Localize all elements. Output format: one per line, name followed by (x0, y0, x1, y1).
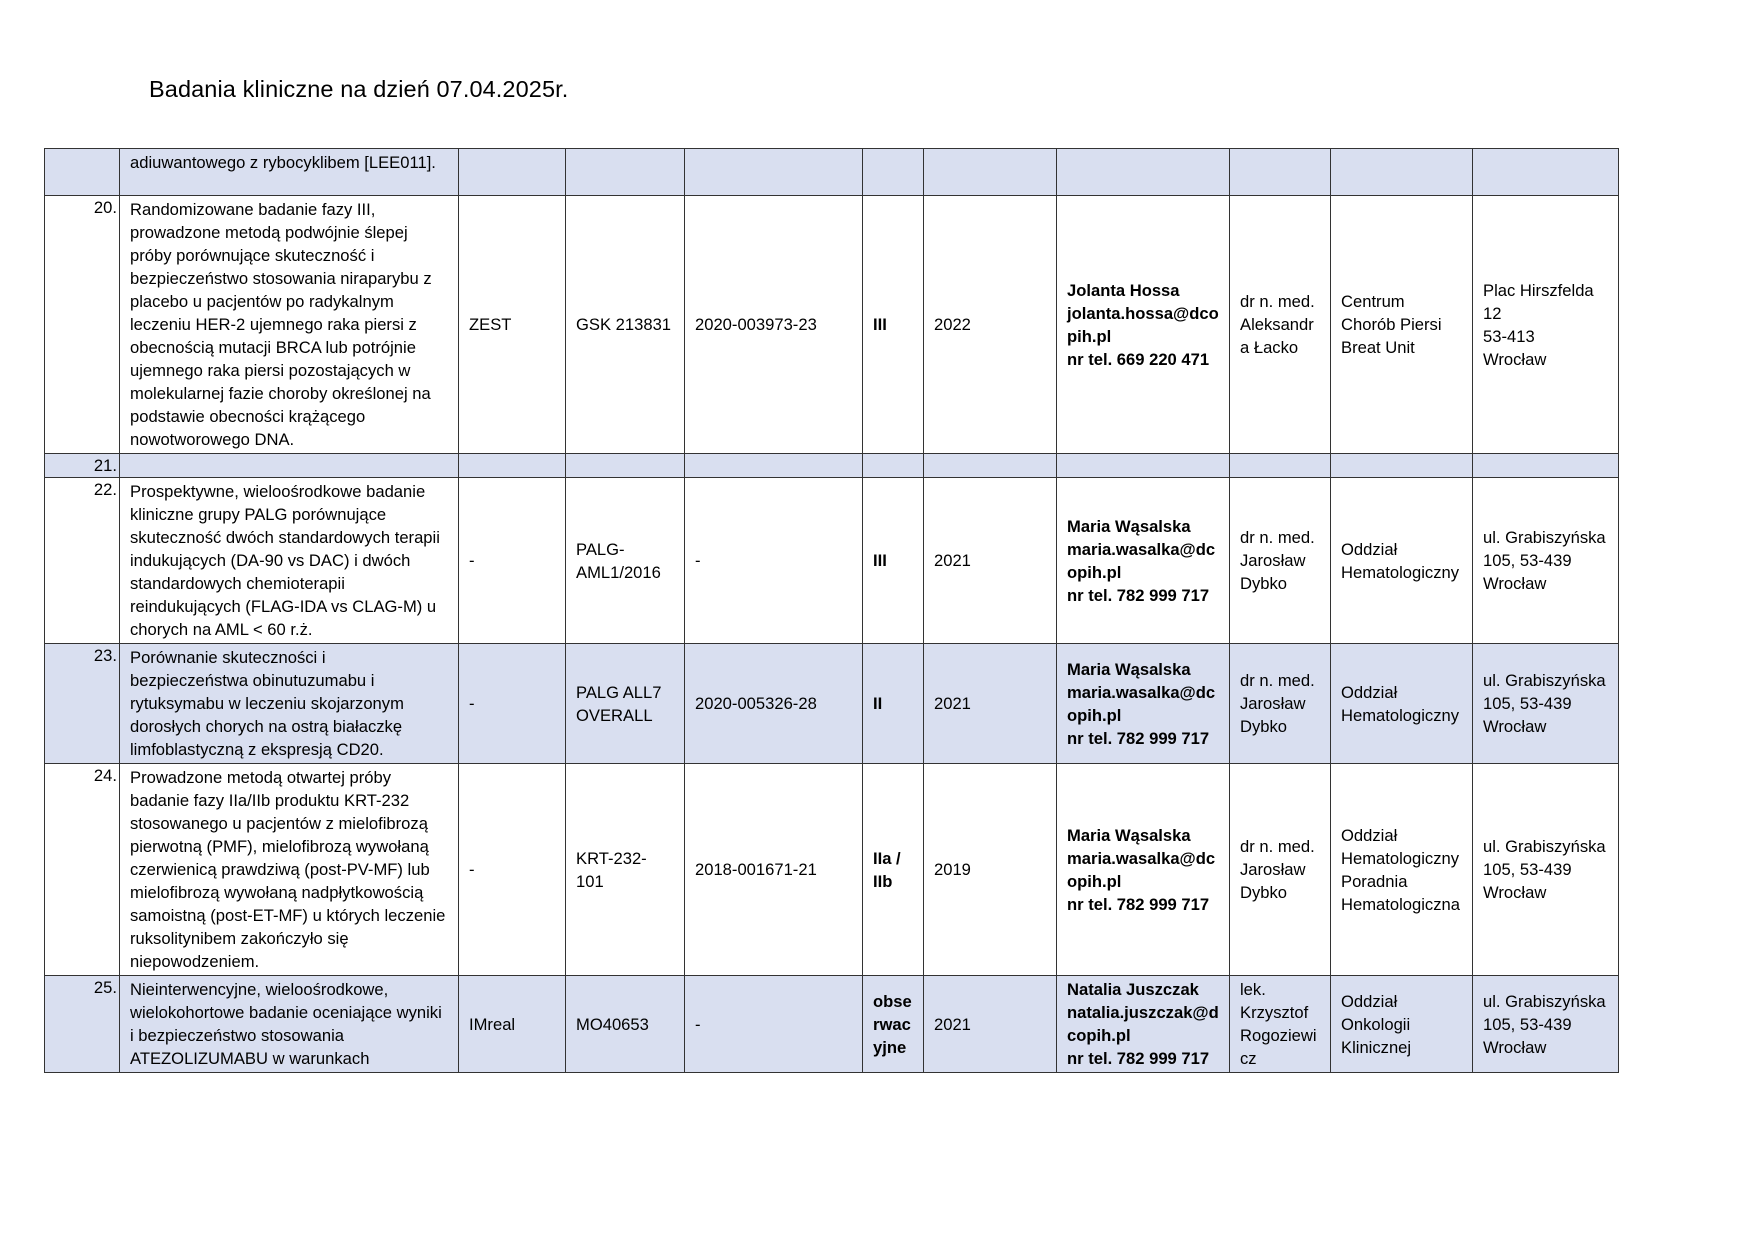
address: ul. Grabiszyńska 105, 53-439 Wrocław (1473, 764, 1619, 976)
contact-email: natalia.juszczak@dcopih.pl (1067, 1003, 1219, 1045)
protocol-number: PALG ALL7 OVERALL (566, 644, 685, 764)
study-title: Nieinterwencyjne, wieloośrodkowe, wielokohortowe badanie oceniające wyniki i bezpieczeństwo stosowania ATEZOLIZUMABU w warunkach (120, 976, 459, 1073)
contact-name: Maria Wąsalska (1067, 516, 1191, 536)
study-phase: obserwacyjne (863, 976, 924, 1073)
principal-investigator: dr n. med. Jarosław Dybko (1230, 764, 1331, 976)
protocol-number: MO40653 (566, 976, 685, 1073)
study-acronym: - (459, 764, 566, 976)
hospital-unit: Oddział Onkologii Klinicznej (1331, 976, 1473, 1073)
row-number: 24. (45, 764, 120, 976)
study-phase (863, 454, 924, 478)
study-acronym: - (459, 478, 566, 644)
study-phase: III (863, 196, 924, 454)
start-year: 2022 (924, 196, 1057, 454)
eudract-number: 2018-001671-21 (685, 764, 863, 976)
row-number: 25. (45, 976, 120, 1073)
contact-phone: nr tel. 782 999 717 (1067, 728, 1210, 748)
study-phase: II (863, 644, 924, 764)
principal-investigator: dr n. med. Aleksandra Łacko (1230, 196, 1331, 454)
row-number: 20. (45, 196, 120, 454)
start-year: 2021 (924, 644, 1057, 764)
table-row (45, 454, 1619, 478)
table-row (45, 764, 1619, 976)
study-phase: III (863, 478, 924, 644)
start-year: 2021 (924, 976, 1057, 1073)
row-number (45, 149, 120, 196)
start-year (924, 454, 1057, 478)
contact-name: Jolanta Hossa (1067, 280, 1180, 300)
address: ul. Grabiszyńska 105, 53-439 Wrocław (1473, 478, 1619, 644)
hospital-unit: Oddział Hematologiczny (1331, 644, 1473, 764)
row-number: 23. (45, 644, 120, 764)
table-row (45, 149, 1619, 196)
principal-investigator: dr n. med. Jarosław Dybko (1230, 644, 1331, 764)
contact-email: maria.wasalka@dcopih.pl (1067, 682, 1216, 725)
contact-cell (1057, 976, 1230, 1073)
contact-email: jolanta.hossa@dcopih.pl (1067, 303, 1219, 346)
study-title (120, 454, 459, 478)
table-row (45, 644, 1619, 764)
contact-name: Natalia Juszczak (1067, 980, 1199, 999)
row-number: 22. (45, 478, 120, 644)
contact-phone: nr tel. 782 999 717 (1067, 585, 1210, 605)
study-title: Randomizowane badanie fazy III, prowadzone metodą podwójnie ślepej próby porównujące skuteczność i bezpieczeństwo stosowania niraparybu z placebo u pacjentów po radykalnym leczeniu HER-2 ujemnego raka piersi z obecnością mutacji BRCA lub potrójnie ujemnego raka piersi pozostających w molekularnej fazie choroby określonej na podstawie obecności krążącego nowotworowego DNA. (120, 196, 459, 454)
study-phase: IIa / IIb (863, 764, 924, 976)
protocol-number: PALG-AML1/2016 (566, 478, 685, 644)
principal-investigator: dr n. med. Jarosław Dybko (1230, 478, 1331, 644)
clinical-trials-table (44, 148, 1619, 1073)
hospital-unit: Centrum Chorób Piersi Breat Unit (1331, 196, 1473, 454)
contact-email: maria.wasalka@dcopih.pl (1067, 848, 1216, 891)
hospital-unit (1331, 454, 1473, 478)
protocol-number: GSK 213831 (566, 196, 685, 454)
contact-cell (1057, 454, 1230, 478)
protocol-number (566, 454, 685, 478)
principal-investigator: lek. Krzysztof Rogoziewicz (1230, 976, 1331, 1073)
table-row (45, 196, 1619, 454)
address: ul. Grabiszyńska 105, 53-439 Wrocław (1473, 644, 1619, 764)
study-acronym (459, 454, 566, 478)
hospital-unit: Oddział Hematologiczny Poradnia Hematologiczna (1331, 764, 1473, 976)
protocol-number: KRT-232-101 (566, 764, 685, 976)
eudract-number (685, 149, 863, 196)
page-title: Badania kliniczne na dzień 07.04.2025r. (149, 76, 569, 102)
hospital-unit (1331, 149, 1473, 196)
start-year (924, 149, 1057, 196)
eudract-number: - (685, 976, 863, 1073)
address (1473, 149, 1619, 196)
contact-email: maria.wasalka@dcopih.pl (1067, 539, 1216, 582)
contact-name: Maria Wąsalska (1067, 659, 1191, 679)
contact-phone: nr tel. 782 999 717 (1067, 1049, 1210, 1068)
principal-investigator (1230, 454, 1331, 478)
contact-cell (1057, 149, 1230, 196)
start-year: 2021 (924, 478, 1057, 644)
row-number: 21. (45, 454, 120, 478)
study-title: Prowadzone metodą otwartej próby badanie fazy IIa/IIb produktu KRT-232 stosowanego u pacjentów z mielofibrozą pierwotną (PMF), mielofibrozą wywołaną czerwienicą prawdziwą (post-PV-MF) lub mielofibrozą wywołaną nadpłytkowością samoistną (post-ET-MF) u których leczenie ruksolitynibem zakończyło się niepowodzeniem. (120, 764, 459, 976)
study-title: Prospektywne, wieloośrodkowe badanie kliniczne grupy PALG porównujące skuteczność dwóch standardowych terapii indukujących (DA-90 vs DAC) i dwóch standardowych chemioterapii reindukujących (FLAG-IDA vs CLAG-M) u chorych na AML < 60 r.ż. (120, 478, 459, 644)
eudract-number (685, 454, 863, 478)
table-row (45, 478, 1619, 644)
address: ul. Grabiszyńska 105, 53-439 Wrocław (1473, 976, 1619, 1073)
start-year: 2019 (924, 764, 1057, 976)
study-phase (863, 149, 924, 196)
contact-cell (1057, 478, 1230, 644)
protocol-number (566, 149, 685, 196)
eudract-number: 2020-003973-23 (685, 196, 863, 454)
contact-cell (1057, 644, 1230, 764)
study-acronym (459, 149, 566, 196)
address: Plac Hirszfelda 12 53-413 Wrocław (1473, 196, 1619, 454)
contact-phone: nr tel. 782 999 717 (1067, 894, 1210, 914)
study-acronym: - (459, 644, 566, 764)
contact-cell (1057, 196, 1230, 454)
address (1473, 454, 1619, 478)
principal-investigator (1230, 149, 1331, 196)
eudract-number: - (685, 478, 863, 644)
study-acronym: IMreal (459, 976, 566, 1073)
contact-name: Maria Wąsalska (1067, 825, 1191, 845)
contact-phone: nr tel. 669 220 471 (1067, 349, 1210, 369)
study-acronym: ZEST (459, 196, 566, 454)
table-row (45, 976, 1619, 1073)
contact-cell (1057, 764, 1230, 976)
study-title: adiuwantowego z rybocyklibem [LEE011]. (120, 149, 459, 196)
hospital-unit: Oddział Hematologiczny (1331, 478, 1473, 644)
study-title: Porównanie skuteczności i bezpieczeństwa obinutuzumabu i rytuksymabu w leczeniu skojarzonym dorosłych chorych na ostrą białaczkę limfoblastyczną z ekspresją CD20. (120, 644, 459, 764)
eudract-number: 2020-005326-28 (685, 644, 863, 764)
